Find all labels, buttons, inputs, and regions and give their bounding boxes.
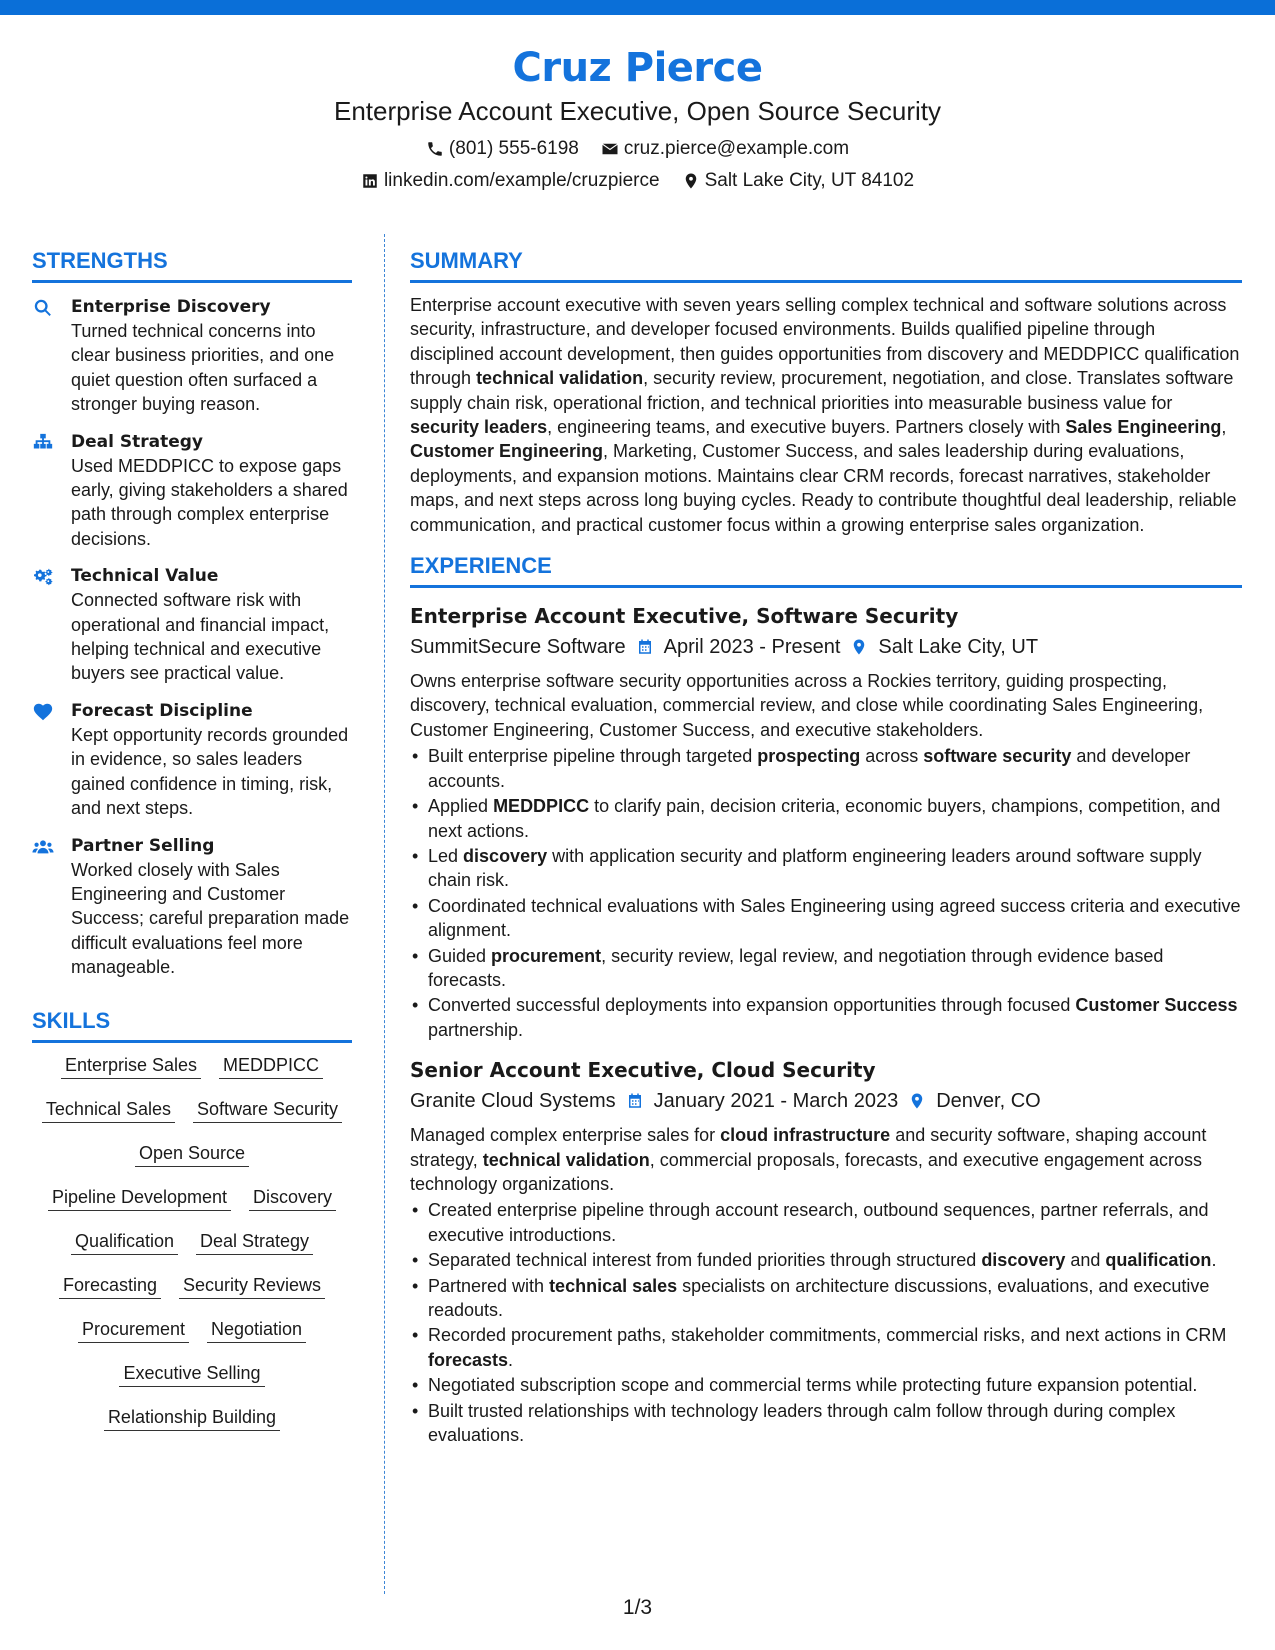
job-dates (636, 633, 841, 661)
job-entry (410, 1056, 1242, 1447)
experience-section (410, 551, 1242, 1447)
skill-row (61, 1053, 323, 1079)
contact-phone (426, 136, 579, 162)
text-run: Led (428, 845, 464, 866)
contact-location (682, 168, 914, 194)
strength-title: Deal Strategy (71, 431, 203, 452)
skill-tag: Qualification (71, 1229, 178, 1255)
text-run: Built enterprise pipeline through targeted (428, 746, 758, 767)
skill-tag: Enterprise Sales (61, 1053, 201, 1079)
text-run: Negotiated subscription scope and commercial terms while protecting future expansion potential. (428, 1375, 1198, 1396)
skill-tag: Technical Sales (42, 1097, 175, 1123)
skill-tag: Executive Selling (119, 1361, 264, 1387)
job-bullet (428, 993, 1242, 1042)
contact-row-secondary (0, 168, 1275, 194)
job-bullet (428, 1274, 1242, 1323)
strength-item (32, 699, 352, 821)
text-run: and security software, shaping account strategy, (410, 1125, 1207, 1170)
emphasis-text: qualification (1105, 1250, 1212, 1271)
text-run: Partnered with (428, 1275, 550, 1296)
emphasis-text: Customer Engineering (410, 441, 604, 462)
job-location-text: Salt Lake City, UT (878, 636, 1039, 659)
job-title: Senior Account Executive, Cloud Security (410, 1058, 876, 1083)
candidate-name: Cruz Pierce (512, 45, 763, 91)
strength-item (32, 430, 352, 552)
job-bullet (428, 794, 1242, 843)
email-text[interactable]: cruz.pierce@example.com (623, 138, 850, 159)
text-run: . (508, 1349, 514, 1370)
map-pin-icon (682, 172, 700, 190)
skill-tag: Procurement (78, 1317, 189, 1343)
right-column (410, 246, 1242, 1448)
skill-row (48, 1185, 336, 1211)
map-pin-icon (850, 638, 868, 656)
job-title: Enterprise Account Executive, Software Security (410, 604, 959, 629)
job-bullet (428, 1373, 1242, 1397)
skill-tag: Pipeline Development (48, 1185, 231, 1211)
strength-text: Worked closely with Sales Engineering and Customer Success; careful preparation made difficult evaluations feel more manageable. (71, 859, 350, 978)
emphasis-text: prospecting (757, 746, 861, 767)
job-description (410, 1123, 1242, 1196)
job-location (908, 1087, 1040, 1115)
phone-icon (426, 140, 444, 158)
text-run: Recorded procurement paths, stakeholder commitments, commercial risks, and next actions in CRM (428, 1325, 1227, 1346)
emphasis-text: Sales Engineering (1065, 417, 1222, 438)
skills-list (32, 1053, 352, 1449)
job-bullets (410, 744, 1242, 1042)
users-icon (32, 836, 54, 858)
job-bullets (410, 1198, 1242, 1447)
skill-row (71, 1229, 313, 1255)
top-accent-bar (0, 0, 1275, 15)
summary-text (410, 293, 1242, 537)
emphasis-text: MEDDPICC (493, 796, 590, 817)
contact-row-primary (0, 136, 1275, 162)
candidate-title: Enterprise Account Executive, Open Source Security (334, 96, 941, 126)
skill-row (119, 1361, 264, 1387)
phone-text: (801) 555-6198 (448, 138, 579, 159)
strength-item (32, 564, 352, 686)
strength-text: Kept opportunity records grounded in evidence, so sales leaders gained confidence in timing, risk, and next steps. (71, 724, 349, 819)
contact-email[interactable] (601, 136, 849, 162)
location-text: Salt Lake City, UT 84102 (704, 170, 915, 191)
skill-tag: Deal Strategy (196, 1229, 313, 1255)
text-run: Applied (428, 796, 494, 817)
job-bullet (428, 744, 1242, 793)
resume-header (0, 44, 1275, 194)
strength-title: Partner Selling (71, 835, 215, 856)
job-bullet (428, 1323, 1242, 1372)
skills-heading: SKILLS (32, 1006, 352, 1043)
emphasis-text: discovery (981, 1250, 1066, 1271)
job-description (410, 669, 1242, 742)
text-run: with application security and platform engineering leaders around software supply chain risk. (428, 845, 1202, 891)
gears-icon (32, 566, 54, 588)
text-run: Managed complex enterprise sales for (410, 1125, 721, 1146)
strength-text: Connected software risk with operational and financial impact, helping technical and executive buyers see practical value. (71, 590, 330, 684)
skill-row (78, 1317, 306, 1343)
job-location (850, 633, 1038, 661)
job-bullet (428, 844, 1242, 893)
strength-text: Turned technical concerns into clear business priorities, and one quiet question often surfaced a stronger buying reason. (71, 321, 335, 415)
job-meta (410, 1087, 1242, 1115)
job-bullet (428, 1198, 1242, 1247)
text-run: Enterprise account executive with seven years selling complex technical and software solutions across security, infrastructure, and developer focused environments. Builds qualified pipeline through disciplined account development, then guides opportunities from discovery and MEDDPICC qualification through (410, 295, 1240, 389)
skill-row (135, 1141, 249, 1167)
text-run: . (1211, 1250, 1217, 1271)
strengths-heading: STRENGTHS (32, 246, 352, 283)
sitemap-icon (32, 432, 54, 454)
calendar-icon (636, 638, 654, 656)
job-company: SummitSecure Software (410, 636, 626, 659)
skills-section (32, 1006, 352, 1449)
strength-text: Used MEDDPICC to expose gaps early, giving stakeholders a shared path through complex enterprise decisions. (71, 455, 348, 549)
linkedin-icon (361, 172, 379, 190)
text-run: and (1065, 1250, 1106, 1271)
text-run: across (860, 746, 924, 767)
job-bullet (428, 1399, 1242, 1448)
text-run: , security review, legal review, and negotiation through evidence based forecasts. (428, 945, 1164, 990)
skill-row (59, 1273, 325, 1299)
skill-tag: Software Security (193, 1097, 342, 1123)
job-meta (410, 633, 1242, 661)
skill-row (104, 1405, 280, 1431)
text-run: Coordinated technical evaluations with Sales Engineering using agreed success criteria and executive alignment. (428, 895, 1241, 941)
skill-tag: Open Source (135, 1141, 249, 1167)
text-run: to clarify pain, decision criteria, economic buyers, champions, competition, and next actions. (428, 796, 1221, 841)
emphasis-text: technical validation (482, 1149, 650, 1170)
skill-tag: Negotiation (207, 1317, 306, 1343)
job-dates-text: April 2023 - Present (663, 636, 841, 659)
calendar-icon (626, 1092, 644, 1110)
envelope-icon (601, 140, 619, 158)
emphasis-text: security leaders (410, 417, 548, 438)
text-run: , commercial proposals, forecasts, and executive engagement across technology organizations. (410, 1149, 1203, 1194)
text-run: , Marketing, Customer Success, and sales leadership during evaluations, deployments, and expansion motions. Maintains clear CRM records, forecast narratives, stakeholder maps, and next steps across long buying cycles. Ready to contribute thoughtful deal leadership, reliable communication, and practical customer focus within a growing enterprise sales organization. (410, 441, 1237, 535)
job-entry (410, 602, 1242, 1042)
text-run: , security review, procurement, negotiation, and close. Translates software supply chain risk, operational friction, and technical priorities into measurable business value for (410, 368, 1234, 413)
contact-linkedin[interactable] (361, 168, 660, 194)
text-run: Owns enterprise software security opportunities across a Rockies territory, guiding prospecting, discovery, technical evaluation, commercial review, and close while coordinating Sales Engineering, Customer Engineering, Customer Success, and executive stakeholders. (410, 671, 1204, 740)
page-number: 1/3 (622, 1596, 653, 1619)
job-bullet (428, 894, 1242, 943)
skill-tag: Discovery (249, 1185, 336, 1211)
job-dates (626, 1087, 899, 1115)
text-run: specialists on architecture discussions, evaluations, and executive readouts. (428, 1275, 1210, 1320)
strength-item (32, 834, 352, 980)
column-divider (384, 234, 385, 1594)
skill-tag: Forecasting (59, 1273, 161, 1299)
left-column (32, 246, 352, 1449)
summary-heading: SUMMARY (410, 246, 1242, 283)
search-icon (32, 297, 54, 319)
emphasis-text: technical sales (549, 1275, 678, 1296)
heart-icon (32, 701, 54, 723)
strength-title: Enterprise Discovery (71, 297, 271, 317)
linkedin-text[interactable]: linkedin.com/example/cruzpierce (383, 170, 660, 191)
emphasis-text: procurement (491, 945, 602, 966)
strength-title: Technical Value (71, 566, 219, 587)
text-run: Guided (428, 945, 492, 966)
job-dates-text: January 2021 - March 2023 (653, 1090, 899, 1113)
emphasis-text: discovery (463, 845, 548, 866)
emphasis-text: Customer Success (1075, 995, 1238, 1016)
text-run: partnership. (428, 1019, 524, 1040)
emphasis-text: cloud infrastructure (720, 1125, 891, 1146)
skill-tag: Security Reviews (179, 1273, 325, 1299)
emphasis-text: forecasts (428, 1349, 509, 1370)
strengths-list (32, 295, 352, 980)
text-run: , (1221, 417, 1227, 438)
strength-item (32, 295, 352, 417)
text-run: Built trusted relationships with technology leaders through calm follow through during complex evaluations. (428, 1400, 1176, 1446)
text-run: Converted successful deployments into expansion opportunities through focused (428, 995, 1076, 1016)
skill-tag: MEDDPICC (219, 1053, 323, 1079)
job-location-text: Denver, CO (936, 1090, 1041, 1113)
skill-row (42, 1097, 342, 1123)
job-company: Granite Cloud Systems (410, 1090, 616, 1113)
experience-heading: EXPERIENCE (410, 551, 1242, 588)
strength-title: Forecast Discipline (71, 700, 253, 721)
job-bullet (428, 944, 1242, 993)
job-bullet (428, 1248, 1242, 1272)
emphasis-text: technical validation (476, 368, 644, 389)
text-run: Separated technical interest from funded priorities through structured (428, 1250, 982, 1271)
map-pin-icon (908, 1092, 926, 1110)
emphasis-text: software security (923, 746, 1072, 767)
skill-tag: Relationship Building (104, 1405, 280, 1431)
text-run: , engineering teams, and executive buyers. Partners closely with (547, 417, 1066, 438)
text-run: Created enterprise pipeline through account research, outbound sequences, partner referrals, and executive introductions. (428, 1200, 1209, 1245)
text-run: and developer accounts. (428, 746, 1191, 791)
